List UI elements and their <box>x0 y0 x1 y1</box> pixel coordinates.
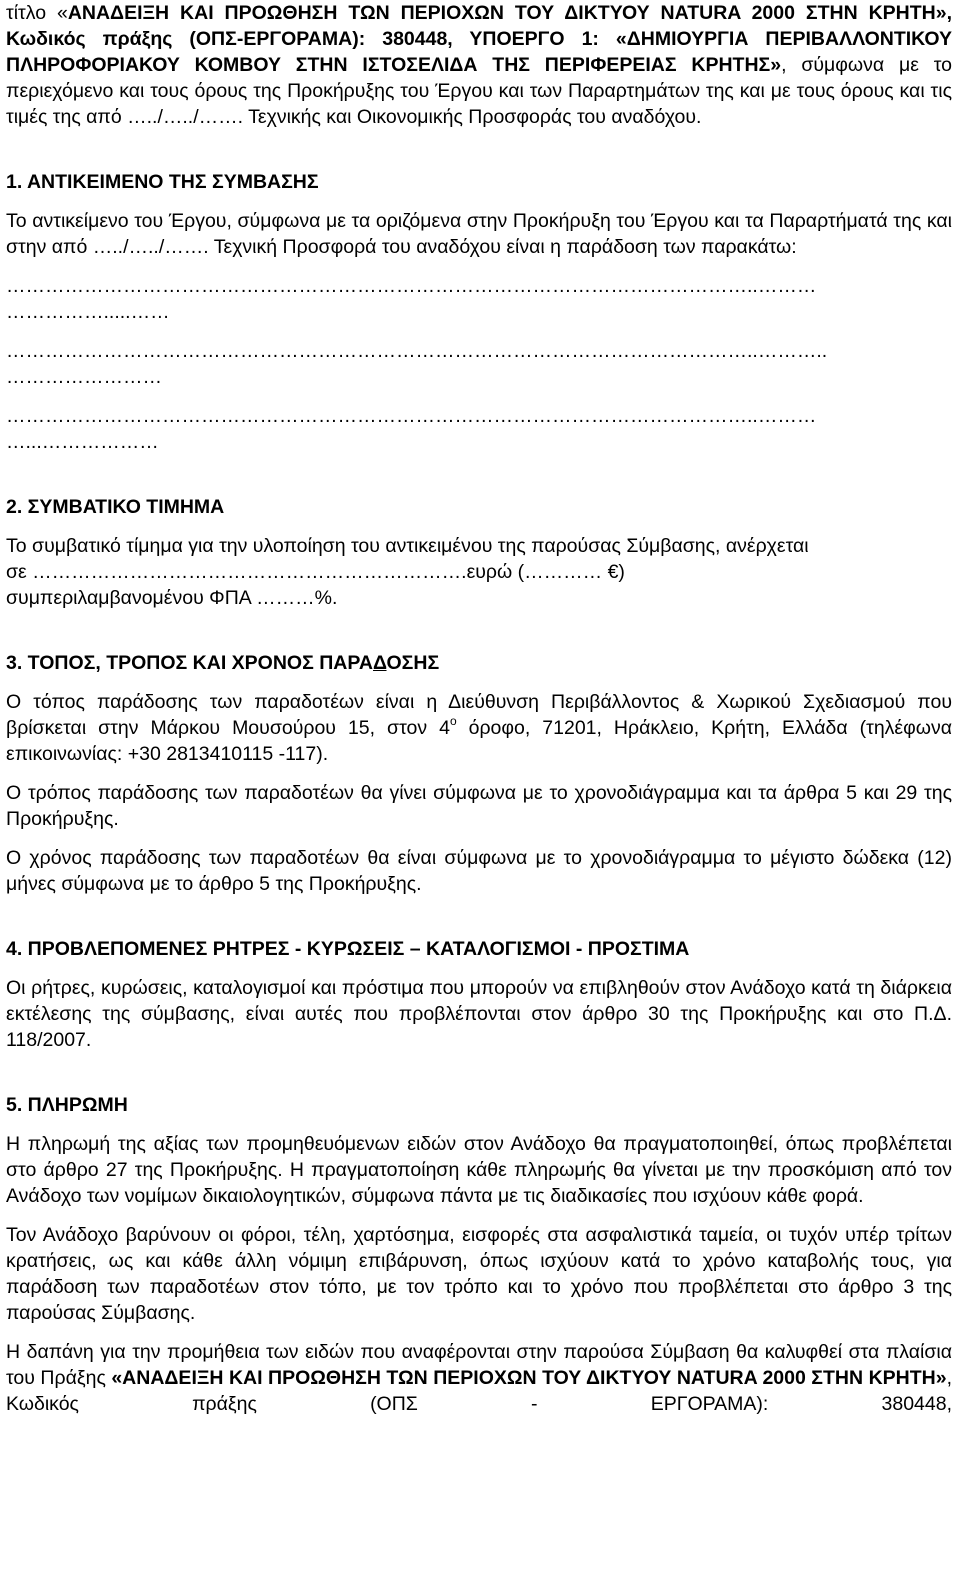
dotted-line: …………….....…… <box>6 301 170 323</box>
section-2-heading: 2. ΣΥΜΒΑΤΙΚΟ ΤΙΜΗΜΑ <box>6 496 225 518</box>
deliverables-placeholder <box>6 273 952 455</box>
section-3-time: Ο χρόνος παράδοσης των παραδοτέων θα είναι σύμφωνα με το χρονοδιάγραμμα το μέγιστο δώδεκα (12) μήνες σύμφωνα με το άρθρο 5 της Προκήρυξης. <box>6 847 952 895</box>
intro-prefix: τίτλο « <box>6 2 68 24</box>
section-2-line-3: συμπεριλαμβανομένου ΦΠΑ ………%. <box>6 587 338 609</box>
dotted-line: ……………………………………………………………………………………………………..……….. <box>6 340 828 362</box>
dotted-line: …………………… <box>6 366 162 388</box>
section-1-heading: 1. ΑΝΤΙΚΕΙΜΕΝΟ ΤΗΣ ΣΥΜΒΑΣΗΣ <box>6 171 319 193</box>
section-1-text: Το αντικείμενο του Έργου, σύμφωνα με τα οριζόμενα στην Προκήρυξη του Έργου και τα Παραρτήματά της και στην από …../…../……. Τεχνική Προσφορά του αναδόχου είναι η παράδοση των παρακάτω: <box>6 210 952 258</box>
section-5-heading: 5. ΠΛΗΡΩΜΗ <box>6 1094 128 1116</box>
contract-body <box>6 0 952 1417</box>
intro-project-title: ΑΝΑΔΕΙΞΗ ΚΑΙ ΠΡΟΩΘΗΣΗ ΤΩΝ ΠΕΡΙΟΧΩΝ ΤΟΥ ΔΙΚΤΥΟΥ NATURA 2000 ΣΤΗΝ ΚΡΗΤΗ», Κωδικός πράξης (ΟΠΣ-ΕΡΓΟΡΑΜΑ): 380448, ΥΠΟΕΡΓΟ 1: «ΔΗΜΙΟΥΡΓΙΑ ΠΕΡΙΒΑΛΛΟΝΤΙΚΟΥ ΠΛΗΡΟΦΟΡΙΑΚΟΥ ΚΟΜΒΟΥ ΣΤΗΝ ΙΣΤΟΣΕΛΙΔΑ ΤΗΣ ΠΕΡΙΦΕΡΕΙΑΣ ΚΡΗΤΗΣ» <box>6 2 952 76</box>
section-4-text: Οι ρήτρες, κυρώσεις, καταλογισμοί και πρόστιμα που μπορούν να επιβληθούν στον Ανάδοχο κατά τη διάρκεια εκτέλεσης της σύμβασης, είναι αυτές που προβλέπονται στον άρθρο 30 της Προκήρυξης και στο Π.Δ. 118/2007. <box>6 977 952 1051</box>
dotted-line: ……………………………………………………………………………………………………..……… <box>6 275 817 297</box>
section-5-funding: Η δαπάνη για την προμήθεια των ειδών που αναφέρονται στην παρούσα Σύμβαση θα καλυφθεί στα πλαίσια του Πράξης «ΑΝΑΔΕΙΞΗ ΚΑΙ ΠΡΟΩΘΗΣΗ ΤΩΝ ΠΕΡΙΟΧΩΝ ΤΟΥ ΔΙΚΤΥΟΥ NATURA 2000 ΣΤΗΝ ΚΡΗΤΗ», Κωδικός πράξης (ΟΠΣ - ΕΡΓΟΡΑΜΑ): 380448, <box>6 1341 952 1415</box>
section-2-line-1: Το συμβατικό τίμημα για την υλοποίηση του αντικειμένου της παρούσας Σύμβασης, ανέρχεται <box>6 535 809 557</box>
section-5-payment: Η πληρωμή της αξίας των προμηθευόμενων ειδών στον Ανάδοχο θα πραγματοποιηθεί, όπως προβλέπεται στο άρθρο 27 της Προκήρυξης. Η πραγματοποίηση κάθε πληρωμής θα γίνεται με την προσκόμιση από τον Ανάδοχο των νομίμων δικαιολογητικών, σύμφωνα πάντα με τις διαδικασίες που ισχύουν κάθε φορά. <box>6 1133 952 1207</box>
section-3-heading: 3. ΤΟΠΟΣ, ΤΡΟΠΟΣ ΚΑΙ ΧΡΟΝΟΣ ΠΑΡΑΔΟΣΗΣ <box>6 652 440 674</box>
intro-rest: , σύμφωνα με το περιεχόμενο και τους όρους της Προκήρυξης του Έργου και των Παραρτημάτων της και με τους όρους και τις τιμές της από …../…../……. Τεχνικής και Οικονομικής Προσφοράς του αναδόχου. <box>6 54 953 128</box>
section-3-place: Ο τόπος παράδοσης των παραδοτέων είναι η Διεύθυνση Περιβάλλοντος & Χωρικού Σχεδιασμού που βρίσκεται στην Μάρκου Μουσούρου 15, στον $4^o$ όροφο, 71201, Ηράκλειο, Κρήτη, Ελλάδα (τηλέφωνα επικοινωνίας: +30 2813410115 -117). <box>6 691 952 765</box>
section-5-taxes: Τον Ανάδοχο βαρύνουν οι φόροι, τέλη, χαρτόσημα, εισφορές στα ασφαλιστικά ταμεία, οι τυχόν υπέρ τρίτων κρατήσεις, ως και κάθε άλλη νόμιμη επιβάρυνση, όπως ισχύουν κατά το χρόνο καταβολής τους, για παράδοση των παραδοτέων στον τόπο, με τον τρόπο και το χρόνο που προβλέπεται στο άρθρο 3 της παρούσας Σύμβασης. <box>6 1224 952 1324</box>
intro-paragraph <box>6 0 952 130</box>
section-2-line-2: σε ………………………………………………………….ευρώ (………… €) <box>6 561 625 583</box>
section-4-heading: 4. ΠΡΟΒΛΕΠΟΜΕΝΕΣ ΡΗΤΡΕΣ - ΚΥΡΩΣΕΙΣ – ΚΑΤΑΛΟΓΙΣΜΟΙ - ΠΡΟΣΤΙΜΑ <box>6 938 690 960</box>
dotted-line: …...……………… <box>6 431 159 453</box>
dotted-line: ……………………………………………………………………………………………………..……… <box>6 405 817 427</box>
section-3-method: Ο τρόπος παράδοσης των παραδοτέων θα γίνει σύμφωνα με το χρονοδιάγραμμα και τα άρθρα 5 και 29 της Προκήρυξης. <box>6 782 952 830</box>
